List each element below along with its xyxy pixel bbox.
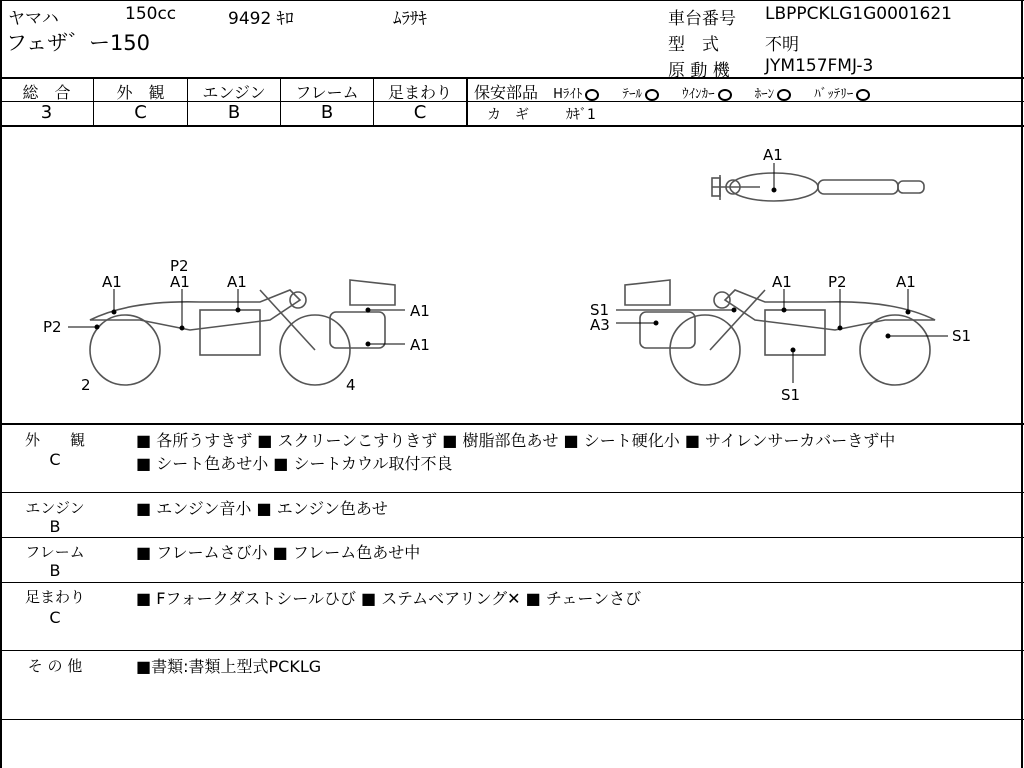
other-section-title: そ の 他: [27, 657, 83, 675]
ok-circle-icon: [777, 89, 791, 101]
color-text: ﾑﾗｻｷ: [393, 9, 427, 29]
label-right-p2: P2: [828, 273, 847, 291]
damage-diagram: [0, 127, 1024, 423]
exterior-section-title: 外 観: [24, 431, 85, 449]
frame-label: フレーム: [295, 83, 359, 102]
label-top-a1: A1: [763, 146, 783, 164]
engine-section-grade: B: [49, 517, 61, 536]
other-notes: ■書類:書類上型式PCKLG: [136, 657, 322, 676]
engine-value: B: [227, 102, 241, 123]
label-left-p2-upper: P2: [170, 257, 189, 275]
label-right-s1-b: S1: [952, 327, 972, 345]
safety-label: 保安部品: [474, 83, 539, 102]
label-left-a1-d: A1: [410, 302, 430, 320]
ok-circle-icon: [585, 89, 599, 101]
safety-item-winker: ｳｲﾝｶｰ: [682, 87, 732, 102]
suspension-section-grade: C: [49, 608, 61, 627]
label-right-a3: A3: [590, 316, 610, 334]
diagram-bottom-divider: [0, 423, 1024, 425]
label-left-a1-b: A1: [170, 273, 190, 291]
frame-no-value: LBPPCKLG1G0001621: [765, 4, 952, 24]
ok-circle-icon: [718, 89, 732, 101]
safety-item-horn: ﾎｰﾝ: [755, 87, 792, 102]
frame-notes: ■ フレームさび小 ■ フレーム色あせ中: [136, 543, 421, 562]
label-left-a1-e: A1: [410, 336, 430, 354]
safety-item-battery: ﾊﾞｯﾃﾘｰ: [814, 87, 870, 102]
label-left-num-4: 4: [346, 376, 356, 394]
bike-right-view: [625, 280, 935, 385]
frame-border-top: [0, 0, 1024, 1]
engine-no-label: 原 動 機: [668, 61, 730, 81]
sec-divider-4: [0, 650, 1024, 651]
ok-circle-icon: [856, 89, 870, 101]
label-right-s1-c: S1: [781, 386, 801, 404]
frame-section-title: フレーム: [25, 543, 85, 561]
label-right-a1-b: A1: [896, 273, 916, 291]
maker-text: ヤマハ: [8, 9, 59, 29]
label-right-a1-a: A1: [772, 273, 792, 291]
suspension-value: C: [413, 102, 427, 123]
sec-divider-2: [0, 537, 1024, 538]
engine-notes: ■ エンジン音小 ■ エンジン色あせ: [136, 499, 388, 518]
engine-no-value: JYM157FMJ-3: [765, 56, 874, 76]
label-left-a1-c: A1: [227, 273, 247, 291]
header-divider: [0, 77, 1024, 79]
overall-value: 3: [40, 102, 53, 123]
sec-divider-1: [0, 492, 1024, 493]
key-label: カ ギ: [487, 107, 529, 123]
safety-item-headlight: Hﾗｲﾄ: [553, 87, 599, 102]
exterior-label: 外 観: [116, 83, 165, 102]
exterior-notes-line1: ■ 各所うすきず ■ スクリーンこすりきず ■ 樹脂部色あせ ■ シート硬化小 ■ サイレンサーカバーきず中: [136, 431, 896, 450]
frame-section-grade: B: [49, 561, 61, 580]
label-left-a1-a: A1: [102, 273, 122, 291]
ok-circle-icon: [645, 89, 659, 101]
displacement-text: 150cc: [125, 4, 177, 24]
exterior-section-grade: C: [49, 450, 61, 469]
label-left-num-2: 2: [81, 376, 91, 394]
frame-value: B: [320, 102, 334, 123]
sec-divider-5: [0, 719, 1024, 720]
type-label: 型 式: [668, 35, 719, 55]
engine-label: エンジン: [202, 83, 266, 102]
suspension-label: 足まわり: [387, 83, 452, 102]
overall-label: 総 合: [22, 83, 71, 102]
grade-col-div-5: [466, 78, 468, 126]
type-value: 不明: [765, 35, 799, 55]
key-value: ｶｷﾞ1: [566, 107, 596, 123]
safety-item-tail: ﾃｰﾙ: [622, 87, 659, 102]
bike-top-view: [712, 173, 924, 201]
suspension-section-title: 足まわり: [24, 588, 85, 606]
mileage-text: 9492 ｷﾛ: [228, 9, 294, 29]
suspension-notes: ■ Fフォークダストシールひび ■ ステムベアリング✕ ■ チェーンさび: [136, 589, 642, 608]
safety-row: [474, 80, 870, 103]
label-left-p2-rear: P2: [43, 318, 62, 336]
frame-no-label: 車台番号: [668, 9, 736, 29]
exterior-notes-line2: ■ シート色あせ小 ■ シートカウル取付不良: [136, 454, 453, 473]
model-name: フェザ゛ー150: [6, 31, 151, 55]
label-right-s1-a: S1: [590, 301, 610, 319]
sec-divider-3: [0, 582, 1024, 583]
bike-left-view: [90, 280, 395, 385]
exterior-value: C: [134, 102, 147, 123]
engine-section-title: エンジン: [25, 499, 85, 517]
